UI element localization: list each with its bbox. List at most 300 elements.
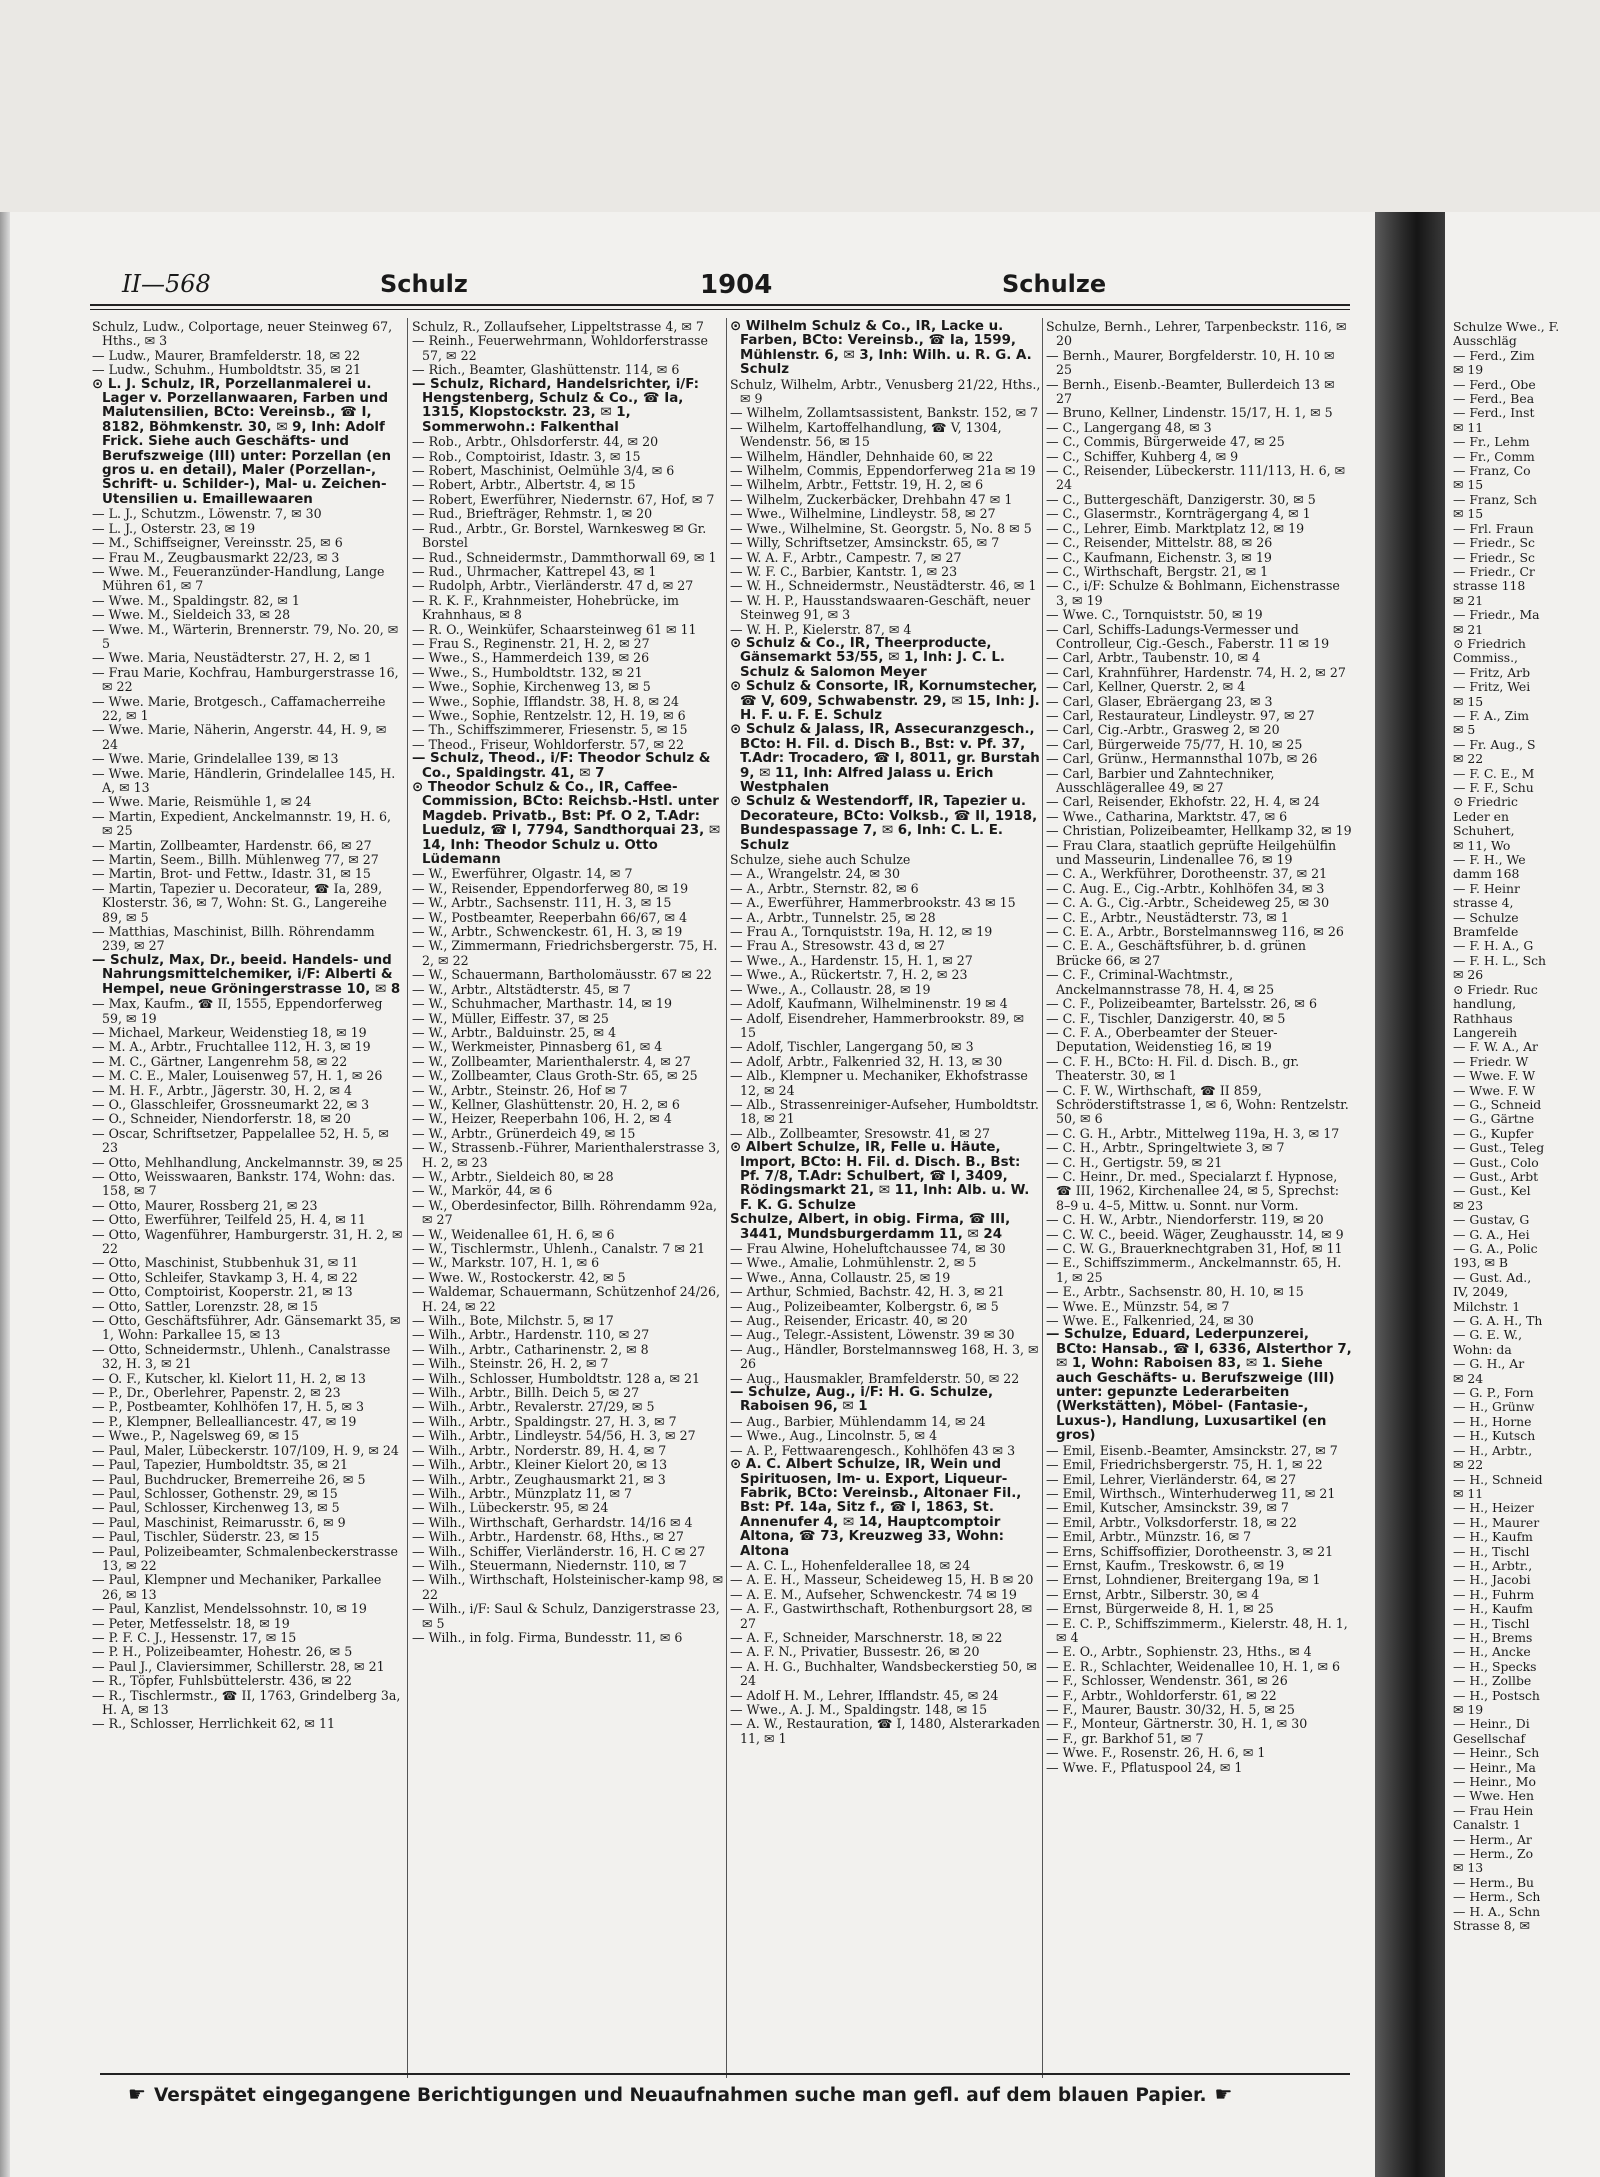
directory-entry: — Rud., Uhrmacher, Kattrepel 43, ✉ 1 xyxy=(412,564,657,579)
directory-entry: — C., Buttergeschäft, Danzigerstr. 30, ✉ 5 xyxy=(1046,492,1316,507)
directory-entry: — Wilh., Arbtr., Zeughausmarkt 21, ✉ 3 xyxy=(412,1472,666,1487)
directory-entry: — Carl, Krahnführer, Hardenstr. 74, H. 2, ✉ 27 xyxy=(1046,665,1346,680)
directory-entry: — C. E. A., Geschäftsführer, b. d. grünen Brücke 66, ✉ 27 xyxy=(1046,939,1306,968)
directory-entry: ⊙ Schulz & Jalass, IR, Assecuranzgesch., BCto: H. Fil. d. Disch B., Bst: v. Pf. 37, T.Adr: Trocadero, ☎ I, 8011, gr. Burstah 9, ✉ 11, Inh: Alfred Jalass u. Erich Westphalen xyxy=(730,723,1040,795)
directory-entry: — W., Werkmeister, Pinnasberg 61, ✉ 4 xyxy=(412,1040,663,1055)
directory-entry: — M. H. F., Arbtr., Jägerstr. 30, H. 2, ✉ 4 xyxy=(92,1083,353,1098)
right-page-entry: — Herm., Bu xyxy=(1453,1875,1535,1890)
directory-entry: — C., Langergang 48, ✉ 3 xyxy=(1046,420,1212,435)
right-page-entry: damm 168 xyxy=(1453,867,1520,882)
directory-entry: — Carl, Restaurateur, Lindleystr. 97, ✉ 27 xyxy=(1046,708,1315,723)
directory-entry: — Wwe., A., Rückertstr. 7, H. 2, ✉ 23 xyxy=(730,968,968,983)
directory-entry: — Carl, Cig.-Arbtr., Grasweg 2, ✉ 20 xyxy=(1046,723,1280,738)
directory-entry: — A. C. L., Hohenfelderallee 18, ✉ 24 xyxy=(730,1558,971,1573)
directory-entry: — Wwe. Marie, Reismühle 1, ✉ 24 xyxy=(92,795,312,810)
directory-entry: Schulze, Bernh., Lehrer, Tarpenbeckstr. 116, ✉ 20 xyxy=(1046,320,1347,349)
directory-entry: — C. F. A., Oberbeamter der Steuer-Deputation, Weidenstieg 16, ✉ 19 xyxy=(1046,1025,1278,1055)
right-page-entry: — H., Arbtr., xyxy=(1453,1443,1533,1458)
directory-entry: — Carl, Grünw., Hermannsthal 107b, ✉ 26 xyxy=(1046,752,1318,767)
right-page-entry: Langereih xyxy=(1453,1025,1518,1040)
directory-entry: — Theod., Friseur, Wohldorferstr. 57, ✉ 22 xyxy=(412,737,685,752)
directory-entry: — W. A. F., Arbtr., Campestr. 7, ✉ 27 xyxy=(730,550,962,565)
directory-entry: — Wwe. E., Münzstr. 54, ✉ 7 xyxy=(1046,1299,1230,1314)
right-page-entry: ✉ 21 xyxy=(1453,622,1484,637)
directory-entry: Schulz, R., Zollaufseher, Lippeltstrasse 4, ✉ 7 xyxy=(412,320,704,334)
directory-entry: — E., Arbtr., Sachsenstr. 80, H. 10, ✉ 15 xyxy=(1046,1285,1304,1300)
directory-entry: — Wilh., Arbtr., Spaldingstr. 27, H. 3, ✉ 7 xyxy=(412,1414,677,1429)
directory-entry: — Wilhelm, Händler, Dehnhaide 60, ✉ 22 xyxy=(730,449,994,464)
directory-entry: — O., Schneider, Niendorferstr. 18, ✉ 20 xyxy=(92,1112,351,1127)
directory-entry: ⊙ Wilhelm Schulz & Co., IR, Lacke u. Farben, BCto: Vereinsb., ☎ Ia, 1599, Mühlenstr. 6, ✉ 3, Inh: Wilh. u. R. G. A. Schulz xyxy=(730,320,1032,378)
right-page-entry: — G., Kupfer xyxy=(1453,1126,1534,1141)
directory-entry: — O., Glasschleifer, Grossneumarkt 22, ✉ 3 xyxy=(92,1097,370,1112)
directory-entry: — Martin, Zollbeamter, Hardenstr. 66, ✉ 27 xyxy=(92,838,372,853)
directory-entry: ⊙ L. J. Schulz, IR, Porzellanmalerei u. Lager v. Porzellanwaaren, Farben und Malutensilien, BCto: Vereinsb., ☎ I, 8182, Böhmkenstr. 30, ✉ 9, Inh: Adolf Frick. Siehe auch Geschäfts- und Berufszweige (III) unter: Porzellan (en gros u. en detail), Maler (Porzellan-, Schrift- u. Schilder-), Mal- u. Zeichen-Utensilien u. Emaillewaaren xyxy=(92,377,392,507)
directory-entry: — Matthias, Maschinist, Billh. Röhrendamm 239, ✉ 27 xyxy=(92,925,375,954)
directory-entry: — Wwe., A., Hardenstr. 15, H. 1, ✉ 27 xyxy=(730,953,973,968)
directory-entry: — Emil, Lehrer, Vierländerstr. 64, ✉ 27 xyxy=(1046,1472,1297,1487)
directory-entry: — W., Postbeamter, Reeperbahn 66/67, ✉ 4 xyxy=(412,910,688,925)
right-page-entry: IV, 2049, xyxy=(1453,1285,1509,1300)
right-page-entry: ✉ 22 xyxy=(1453,1458,1484,1473)
directory-entry: — Otto, Wagenführer, Hamburgerstr. 31, H. 2, ✉ 22 xyxy=(92,1227,403,1256)
directory-entry: — Otto, Schleifer, Stavkamp 3, H. 4, ✉ 22 xyxy=(92,1270,358,1285)
directory-entry: — W. H., Schneidermstr., Neustädterstr. 46, ✉ 1 xyxy=(730,579,1037,594)
right-page-entry: — F. H. L., Sch xyxy=(1453,953,1547,968)
directory-entry: — Otto, Sattler, Lorenzstr. 28, ✉ 15 xyxy=(92,1299,318,1314)
right-page-entry: — H., Schneid xyxy=(1453,1472,1543,1487)
directory-entry: — Oscar, Schriftsetzer, Pappelallee 52, H. 5, ✉ 23 xyxy=(92,1126,389,1156)
directory-entry: — Adolf H. M., Lehrer, Ifflandstr. 45, ✉ 24 xyxy=(730,1688,999,1703)
right-page-entry: — Gust. Ad., xyxy=(1453,1270,1532,1285)
directory-entry: — Adolf, Arbtr., Falkenried 32, H. 13, ✉ 30 xyxy=(730,1054,1003,1069)
directory-entry: — Paul, Tapezier, Humboldtstr. 35, ✉ 21 xyxy=(92,1458,348,1473)
directory-entry: — Wwe., Aug., Lincolnstr. 5, ✉ 4 xyxy=(730,1429,938,1444)
directory-entry: — F., Arbtr., Wohldorferstr. 61, ✉ 22 xyxy=(1046,1688,1277,1703)
directory-entry: — Carl, Reisender, Ekhofstr. 22, H. 4, ✉ 24 xyxy=(1046,795,1320,810)
right-page-entry: — Heinr., Sch xyxy=(1453,1746,1540,1761)
right-page-entry: — H. A., Schn xyxy=(1453,1904,1541,1919)
directory-entry: — W., Arbtr., Sieldeich 80, ✉ 28 xyxy=(412,1169,614,1184)
right-page-entry: — G. A. H., Th xyxy=(1453,1314,1543,1329)
directory-entry: — C., Wirthschaft, Bergstr. 21, ✉ 1 xyxy=(1046,564,1269,579)
directory-entry: — Wwe. F., Rosenstr. 26, H. 6, ✉ 1 xyxy=(1046,1746,1266,1761)
directory-entry: — W. F. C., Barbier, Kantstr. 1, ✉ 23 xyxy=(730,564,958,579)
directory-column-4 xyxy=(1046,320,1352,2080)
directory-entry: — Carl, Barbier und Zahntechniker, Ausschlägerallee 49, ✉ 27 xyxy=(1046,766,1275,795)
directory-entry: — Wwe. M., Wärterin, Brennerstr. 79, No. 20, ✉ 5 xyxy=(92,622,399,651)
right-page-entry: — F. F., Schu xyxy=(1453,781,1534,795)
directory-column-3 xyxy=(730,320,1042,2080)
right-page-entry: — Herm., Sch xyxy=(1453,1890,1541,1905)
directory-entry: — Otto, Geschäftsführer, Adr. Gänsemarkt 35, ✉ 1, Wohn: Parkallee 15, ✉ 13 xyxy=(92,1314,401,1343)
directory-entry: — C. E., Arbtr., Neustädterstr. 73, ✉ 1 xyxy=(1046,910,1289,925)
header-left-word: Schulz xyxy=(380,270,468,298)
directory-entry: — Wwe. M., Spaldingstr. 82, ✉ 1 xyxy=(92,593,300,608)
right-page-entry: — Heinr., Ma xyxy=(1453,1760,1536,1775)
directory-entry: — W., Arbtr., Balduinstr. 25, ✉ 4 xyxy=(412,1025,617,1040)
directory-entry: — Wilh., Wirthschaft, Holsteinischer-kamp 98, ✉ 22 xyxy=(412,1573,724,1602)
right-page-entry: — Gust., Arbt xyxy=(1453,1169,1539,1184)
right-page-entry: ✉ 23 xyxy=(1453,1198,1484,1213)
directory-entry: — A. F. N., Privatier, Bussestr. 26, ✉ 20 xyxy=(730,1645,980,1660)
directory-entry: — Wwe., S., Hammerdeich 139, ✉ 26 xyxy=(412,651,650,666)
directory-entry: — L. J., Osterstr. 23, ✉ 19 xyxy=(92,521,256,536)
directory-entry: — Otto, Comptoirist, Kooperstr. 21, ✉ 13 xyxy=(92,1285,353,1300)
right-page-entry: — H., Kaufm xyxy=(1453,1530,1533,1545)
directory-entry: — Frau S., Reginenstr. 21, H. 2, ✉ 27 xyxy=(412,636,650,651)
directory-entry: — Schulz, Max, Dr., beeid. Handels- und Nahrungsmittelchemiker, i/F: Alberti & Hempel, neue Gröningerstrasse 10, ✉ 8 xyxy=(92,953,401,997)
directory-entry: — Wilh., Schlosser, Humboldtstr. 128 a, ✉ 21 xyxy=(412,1371,701,1386)
right-page-entry: — G. A., Hei xyxy=(1453,1227,1530,1242)
right-page-entry: — H., Maurer xyxy=(1453,1515,1540,1530)
right-page-entry: — Frl. Fraun xyxy=(1453,521,1534,536)
directory-entry: — Martin, Tapezier u. Decorateur, ☎ Ia, 289, Klosterstr. 36, ✉ 7, Wohn: St. G., Langereihe 89, ✉ 5 xyxy=(92,881,387,925)
directory-entry: — W., Strassenb.-Führer, Marienthalerstrasse 3, H. 2, ✉ 23 xyxy=(412,1141,721,1170)
directory-entry: — Erns, Schiffsoffizier, Dorotheenstr. 3, ✉ 21 xyxy=(1046,1544,1334,1559)
directory-entry: — Paul, Tischler, Süderstr. 23, ✉ 15 xyxy=(92,1530,320,1545)
right-page-entry: Wohn: da xyxy=(1453,1342,1512,1357)
right-page-entry: ⊙ Friedric xyxy=(1453,795,1518,810)
right-page-entry: strasse 4, xyxy=(1453,896,1514,911)
right-page-entry: — H., Horne xyxy=(1453,1414,1532,1429)
right-page-entry: handlung, xyxy=(1453,997,1517,1012)
right-page-entry: Rathhaus xyxy=(1453,1011,1513,1026)
directory-entry: — Otto, Maurer, Rossberg 21, ✉ 23 xyxy=(92,1198,318,1213)
directory-entry: ⊙ Albert Schulze, IR, Felle u. Häute, Import, BCto: H. Fil. d. Disch. B., Bst: Pf. 7/8, T.Adr: Schulbert, ☎ I, 3409, Rödingsmarkt 21, ✉ 11, Inh: Alb. u. W. F. K. G. Schulze xyxy=(730,1141,1030,1213)
directory-entry: — Carl, Bürgerweide 75/77, H. 10, ✉ 25 xyxy=(1046,737,1303,752)
directory-entry: — C., Reisender, Mittelstr. 88, ✉ 26 xyxy=(1046,536,1273,551)
directory-entry: — Paul, Kanzlist, Mendelssohnstr. 10, ✉ 19 xyxy=(92,1602,367,1617)
directory-entry: — Schulz, Richard, Handelsrichter, i/F: Hengstenberg, Schulz & Co., ☎ Ia, 1315, Klopstockstr. 23, ✉ 1, Sommerwohn.: Falkenthal xyxy=(412,377,699,435)
directory-entry: — C. F. H., BCto: H. Fil. d. Disch. B., gr. Theaterstr. 30, ✉ 1 xyxy=(1046,1054,1300,1084)
directory-entry: — C., Kaufmann, Eichenstr. 3, ✉ 19 xyxy=(1046,550,1272,565)
directory-entry: — Peter, Metfesselstr. 18, ✉ 19 xyxy=(92,1616,290,1631)
right-page-entry: — Franz, Sch xyxy=(1453,492,1538,507)
directory-entry: — Alb., Strassenreiniger-Aufseher, Humboldtstr. 18, ✉ 21 xyxy=(730,1097,1039,1127)
directory-entry: Schulz, Wilhelm, Arbtr., Venusberg 21/22, Hths., ✉ 9 xyxy=(730,377,1041,407)
directory-entry: — W., Müller, Eiffestr. 37, ✉ 25 xyxy=(412,1011,609,1026)
directory-entry: — Th., Schiffszimmerer, Friesenstr. 5, ✉ 15 xyxy=(412,723,688,738)
directory-entry: — Otto, Weisswaaren, Bankstr. 174, Wohn: das. 158, ✉ 7 xyxy=(92,1169,396,1199)
directory-entry: — Rud., Arbtr., Gr. Borstel, Warnkesweg ✉ Gr. Borstel xyxy=(412,521,707,551)
directory-entry: — Wilh., Lübeckerstr. 95, ✉ 24 xyxy=(412,1501,609,1516)
directory-entry: — C. Aug. E., Cig.-Arbtr., Kohlhöfen 34, ✉ 3 xyxy=(1046,881,1325,896)
directory-entry: — C., Reisender, Lübeckerstr. 111/113, H. 6, ✉ 24 xyxy=(1046,464,1346,493)
right-page-entry: — Heinr., Mo xyxy=(1453,1775,1536,1790)
directory-entry: — A. E. H., Masseur, Scheideweg 15, H. B ✉ 20 xyxy=(730,1573,1034,1588)
directory-entry: — W., Arbtr., Sachsenstr. 111, H. 3, ✉ 15 xyxy=(412,896,672,911)
directory-entry: — A. F., Schneider, Marschnerstr. 18, ✉ 22 xyxy=(730,1630,1003,1645)
header-rule xyxy=(90,304,1350,306)
directory-entry: — Emil, Kutscher, Amsinckstr. 39, ✉ 7 xyxy=(1046,1501,1289,1516)
directory-entry: — Wwe., Wilhelmine, St. Georgstr. 5, No. 8 ✉ 5 xyxy=(730,521,1032,536)
directory-entry: — Wilh., Schiffer, Vierländerstr. 16, H. C ✉ 27 xyxy=(412,1544,706,1559)
right-page-entry: — Gustav, G xyxy=(1453,1213,1530,1228)
directory-entry: — C. A., Werkführer, Dorotheenstr. 37, ✉ 21 xyxy=(1046,867,1328,882)
directory-entry: — F., Monteur, Gärtnerstr. 30, H. 1, ✉ 30 xyxy=(1046,1717,1308,1732)
directory-entry: — Paul, Buchdrucker, Bremerreihe 26, ✉ 5 xyxy=(92,1472,366,1487)
right-page-entry: Canalstr. 1 xyxy=(1453,1818,1521,1833)
directory-entry: — Paul, Maschinist, Reimarusstr. 6, ✉ 9 xyxy=(92,1515,346,1530)
header-right-word: Schulze xyxy=(1002,270,1107,298)
directory-entry: — W., Zollbeamter, Claus Groth-Str. 65, ✉ 25 xyxy=(412,1069,698,1084)
directory-entry: — Otto, Schneidermstr., Uhlenh., Canalstrasse 32, H. 3, ✉ 21 xyxy=(92,1342,391,1372)
directory-entry: — Wilh., Arbtr., Lindleystr. 54/56, H. 3, ✉ 27 xyxy=(412,1429,696,1444)
right-page-entry: ✉ 15 xyxy=(1453,478,1484,493)
directory-entry: — C. H., Arbtr., Springeltwiete 3, ✉ 7 xyxy=(1046,1141,1285,1156)
directory-entry: — Robert, Maschinist, Oelmühle 3/4, ✉ 6 xyxy=(412,464,675,479)
directory-entry: — W., Zollbeamter, Marienthalerstr. 4, ✉ 27 xyxy=(412,1054,691,1069)
directory-entry: — Otto, Mehlhandlung, Anckelmannstr. 39, ✉ 25 xyxy=(92,1155,404,1170)
directory-entry: — W., Ewerführer, Olgastr. 14, ✉ 7 xyxy=(412,867,633,882)
right-page-entry: — Schulze xyxy=(1453,910,1519,925)
directory-entry: — A. H. G., Buchhalter, Wandsbeckerstieg 50, ✉ 24 xyxy=(730,1659,1037,1689)
directory-entry: — Aug., Telegr.-Assistent, Löwenstr. 39 ✉ 30 xyxy=(730,1328,1015,1343)
directory-entry: — W., Schauermann, Bartholomäusstr. 67 ✉ 22 xyxy=(412,968,712,983)
directory-entry: — Wwe. E., Falkenried, 24, ✉ 30 xyxy=(1046,1314,1254,1329)
directory-entry: — W., Heizer, Reeperbahn 106, H. 2, ✉ 4 xyxy=(412,1112,672,1127)
directory-entry: Schulz, Ludw., Colportage, neuer Steinweg 67, Hths., ✉ 3 xyxy=(92,320,393,349)
directory-entry: — W., Zimmermann, Friedrichsbergerstr. 75, H. 2, ✉ 22 xyxy=(412,939,718,968)
directory-entry: — Paul, Polizeibeamter, Schmalenbeckerstrasse 13, ✉ 22 xyxy=(92,1544,398,1573)
right-page-entry: — Herm., Zo xyxy=(1453,1847,1534,1862)
directory-entry: — C. A. G., Cig.-Arbtr., Scheideweg 25, ✉ 30 xyxy=(1046,896,1330,911)
directory-entry: — E. R., Schlachter, Weidenallee 10, H. 1, ✉ 6 xyxy=(1046,1659,1341,1674)
page-number: II—568 xyxy=(122,270,211,298)
directory-entry: — Aug., Hausmakler, Bramfelderstr. 50, ✉ 22 xyxy=(730,1371,1020,1386)
directory-entry: — C. F., Criminal-Wachtmstr., Anckelmannstrasse 78, H. 4, ✉ 25 xyxy=(1046,968,1275,997)
right-page-entry: — G. H., Ar xyxy=(1453,1357,1525,1372)
right-page-entry: ✉ 11 xyxy=(1453,1486,1484,1501)
directory-entry: — R., Töpfer, Fuhlsbüttelerstr. 436, ✉ 22 xyxy=(92,1674,352,1689)
directory-entry: — C. F. W., Wirthschaft, ☎ II 859, Schröderstiftstrasse 1, ✉ 6, Wohn: Rentzelstr. 50, ✉ 6 xyxy=(1046,1083,1349,1127)
directory-entry: — W., Schuhmacher, Marthastr. 14, ✉ 19 xyxy=(412,997,672,1012)
directory-entry: — Wwe., Catharina, Marktstr. 47, ✉ 6 xyxy=(1046,809,1288,824)
directory-entry: — W., Kellner, Glashüttenstr. 20, H. 2, ✉ 6 xyxy=(412,1097,680,1112)
pointing-hand-icon: ☛ xyxy=(128,2082,146,2106)
right-page-entry: — G., Gärtne xyxy=(1453,1112,1535,1127)
right-page-entry: — G., Schneid xyxy=(1453,1097,1542,1112)
directory-entry: — Martin, Seem., Billh. Mühlenweg 77, ✉ 27 xyxy=(92,853,379,868)
directory-entry: — Emil, Arbtr., Volksdorferstr. 18, ✉ 22 xyxy=(1046,1515,1297,1530)
directory-entry: — Emil, Eisenb.-Beamter, Amsinckstr. 27, ✉ 7 xyxy=(1046,1443,1338,1458)
directory-entry: — Waldemar, Schauermann, Schützenhof 24/26, H. 24, ✉ 22 xyxy=(412,1285,720,1314)
directory-entry: — Rud., Schneidermstr., Dammthorwall 69, ✉ 1 xyxy=(412,550,717,565)
directory-entry: — E. O., Arbtr., Sophienstr. 23, Hths., ✉ 4 xyxy=(1046,1645,1312,1660)
right-page-entry: ✉ 11, Wo xyxy=(1453,838,1511,853)
directory-entry: — Aug., Händler, Borstelmannsweg 168, H. 3, ✉ 26 xyxy=(730,1342,1039,1372)
right-page-entry: — H., Tischl xyxy=(1453,1616,1530,1631)
right-page-entry: ✉ 11 xyxy=(1453,420,1484,435)
directory-entry: — Adolf, Kaufmann, Wilhelminenstr. 19 ✉ 4 xyxy=(730,997,1008,1012)
right-page-entry: — G. E. W., xyxy=(1453,1328,1523,1343)
directory-entry: — Wilh., Steinstr. 26, H. 2, ✉ 7 xyxy=(412,1357,609,1372)
right-page-entry: ✉ 24 xyxy=(1453,1371,1484,1386)
directory-entry: — Wwe. M., Sieldeich 33, ✉ 28 xyxy=(92,608,291,623)
directory-entry: — Arthur, Schmied, Bachstr. 42, H. 3, ✉ 21 xyxy=(730,1285,1005,1300)
directory-entry: — Ernst, Kaufm., Treskowstr. 6, ✉ 19 xyxy=(1046,1558,1285,1573)
right-page-entry: Milchstr. 1 xyxy=(1453,1299,1521,1314)
right-page-entry: ⊙ Friedrich xyxy=(1453,636,1526,651)
directory-entry: — Wilh., in folg. Firma, Bundesstr. 11, ✉ 6 xyxy=(412,1630,683,1645)
right-page-entry: — F. C. E., M xyxy=(1453,766,1535,781)
right-page-entry: — Heinr., Di xyxy=(1453,1717,1530,1732)
directory-entry: — Frau Marie, Kochfrau, Hamburgerstrasse 16, ✉ 22 xyxy=(92,665,399,695)
directory-entry: — Bruno, Kellner, Lindenstr. 15/17, H. 1, ✉ 5 xyxy=(1046,406,1333,421)
directory-entry: — Wilh., Arbtr., Norderstr. 89, H. 4, ✉ 7 xyxy=(412,1443,667,1458)
directory-entry: — Frau Alwine, Hoheluftchaussee 74, ✉ 30 xyxy=(730,1242,1006,1256)
right-page-entry: — G. P., Forn xyxy=(1453,1386,1534,1401)
right-page-entry: — H., Specks xyxy=(1453,1659,1537,1674)
directory-entry: — Wwe. Marie, Brotgesch., Caffamacherreihe 22, ✉ 1 xyxy=(92,694,386,723)
directory-entry: — Ernst, Arbtr., Silberstr. 30, ✉ 4 xyxy=(1046,1587,1260,1602)
directory-entry: — A., Ewerführer, Hammerbrookstr. 43 ✉ 15 xyxy=(730,896,1016,911)
right-page-entry: — H., Tischl xyxy=(1453,1544,1530,1559)
directory-entry: — Rob., Arbtr., Ohlsdorferstr. 44, ✉ 20 xyxy=(412,435,659,450)
directory-entry: — E. C. P., Schiffszimmerm., Kielerstr. 48, H. 1, ✉ 4 xyxy=(1046,1616,1348,1645)
directory-entry: — Wilhelm, Zuckerbäcker, Drehbahn 47 ✉ 1 xyxy=(730,492,1013,507)
directory-entry: — W., Markör, 44, ✉ 6 xyxy=(412,1184,553,1199)
directory-entry: — C., Glasermstr., Kornträgergang 4, ✉ 1 xyxy=(1046,507,1311,522)
footer-rule xyxy=(100,2073,1350,2075)
directory-entry: — F., gr. Barkhof 51, ✉ 7 xyxy=(1046,1731,1204,1746)
directory-entry: ⊙ A. C. Albert Schulze, IR, Wein und Spirituosen, Im- u. Export, Liqueur-Fabrik, BCto: Vereinsb., Altonaer Fil., Bst: Pf. 14a, Sitz f., ☎ I, 1863, St. Annenufer 4, ✉ 14, Hauptcomptoir Altona, ☎ 73, Kreuzweg 33, Wohn: Altona xyxy=(730,1458,1022,1559)
right-page-entry: — Ferd., Obe xyxy=(1453,377,1536,392)
directory-entry: — W., Oberdesinfector, Billh. Röhrendamm 92a, ✉ 27 xyxy=(412,1198,717,1228)
directory-entry: — Paul, Maler, Lübeckerstr. 107/109, H. 9, ✉ 24 xyxy=(92,1443,399,1458)
directory-entry: — Carl, Glaser, Ebräergang 23, ✉ 3 xyxy=(1046,694,1273,709)
directory-entry: — F., Maurer, Baustr. 30/32, H. 5, ✉ 25 xyxy=(1046,1703,1295,1717)
directory-entry: — A., Arbtr., Tunnelstr. 25, ✉ 28 xyxy=(730,910,936,925)
directory-entry: — Willy, Schriftsetzer, Amsinckstr. 65, ✉ 7 xyxy=(730,536,1000,551)
directory-entry: — C. E. A., Arbtr., Borstelmannsweg 116, ✉ 26 xyxy=(1046,925,1344,940)
directory-entry: — P. H., Polizeibeamter, Hohestr. 26, ✉ 5 xyxy=(92,1645,353,1660)
right-page-entry: — Friedr., Ma xyxy=(1453,608,1540,623)
directory-entry: — C., Lehrer, Eimb. Marktplatz 12, ✉ 19 xyxy=(1046,521,1305,536)
right-page-entry: Bramfelde xyxy=(1453,925,1519,940)
header-year: 1904 xyxy=(700,270,773,300)
directory-entry: Schulze, Albert, in obig. Firma, ☎ III, 3441, Mundsburgerdamm 11, ✉ 24 xyxy=(730,1213,1011,1242)
directory-entry: — C. F., Polizeibeamter, Bartelsstr. 26, ✉ 6 xyxy=(1046,997,1317,1012)
right-page-entry: — Fr. Aug., S xyxy=(1453,737,1536,752)
directory-entry: — Emil, Wirthsch., Winterhuderweg 11, ✉ 21 xyxy=(1046,1486,1336,1501)
right-page-entry: — Wwe. F. W xyxy=(1453,1069,1536,1084)
directory-entry: — Schulze, Aug., i/F: H. G. Schulze, Raboisen 96, ✉ 1 xyxy=(730,1386,994,1415)
directory-entry: — Wwe. C., Tornquiststr. 50, ✉ 19 xyxy=(1046,608,1263,623)
directory-entry: — Wwe., Sophie, Ifflandstr. 38, H. 8, ✉ 24 xyxy=(412,694,680,709)
right-page-entry: — H., Fuhrm xyxy=(1453,1587,1535,1602)
right-page-entry: — H., Postsch xyxy=(1453,1688,1540,1703)
column-divider xyxy=(1042,318,1043,2078)
directory-entry: — Martin, Expedient, Anckelmannstr. 19, H. 6, ✉ 25 xyxy=(92,809,392,839)
footer-notice-text: Verspätet eingegangene Berichtigungen und Neuaufnahmen suche man gefl. auf dem blauen Papier. xyxy=(153,2085,1207,2106)
directory-entry: — Wilh., Arbtr., Hardenstr. 68, Hths., ✉ 27 xyxy=(412,1530,684,1545)
footer-notice xyxy=(120,2082,1350,2112)
right-page-entry: — Frau Hein xyxy=(1453,1803,1534,1818)
directory-entry: — Otto, Maschinist, Stubbenhuk 31, ✉ 11 xyxy=(92,1256,359,1271)
directory-entry: — Rudolph, Arbtr., Vierländerstr. 47 d, ✉ 27 xyxy=(412,579,694,594)
directory-entry: — Wwe. Marie, Näherin, Angerstr. 44, H. 9, ✉ 24 xyxy=(92,723,387,752)
directory-entry: — Aug., Reisender, Ericastr. 40, ✉ 20 xyxy=(730,1314,968,1329)
directory-entry: — M. A., Arbtr., Fruchtallee 112, H. 3, ✉ 19 xyxy=(92,1040,371,1055)
right-page-entry: ✉ 19 xyxy=(1453,363,1484,378)
directory-entry: — Wwe. Marie, Händlerin, Grindelallee 145, H. A, ✉ 13 xyxy=(92,766,396,795)
directory-entry: — W., Arbtr., Grünerdeich 49, ✉ 15 xyxy=(412,1126,636,1141)
right-page-entry: — Wwe. F. W xyxy=(1453,1083,1536,1098)
directory-entry: — Frau M., Zeugbausmarkt 22/23, ✉ 3 xyxy=(92,550,340,565)
directory-entry: — R. O., Weinküfer, Schaarsteinweg 61 ✉ 11 xyxy=(412,622,697,637)
directory-entry: — W., Markstr. 107, H. 1, ✉ 6 xyxy=(412,1256,600,1271)
directory-entry: — Ludw., Schuhm., Humboldtstr. 35, ✉ 21 xyxy=(92,363,361,378)
directory-entry: — C. H. W., Arbtr., Niendorferstr. 119, ✉ 20 xyxy=(1046,1213,1324,1228)
directory-entry: — A., Arbtr., Sternstr. 82, ✉ 6 xyxy=(730,881,919,896)
directory-entry: — Aug., Barbier, Mühlendamm 14, ✉ 24 xyxy=(730,1414,986,1429)
book-gutter xyxy=(1375,212,1445,2177)
directory-entry: — F., Schlosser, Wendenstr. 361, ✉ 26 xyxy=(1046,1674,1288,1689)
directory-entry: — Robert, Arbtr., Albertstr. 4, ✉ 15 xyxy=(412,478,636,493)
directory-entry: — P., Klempner, Bellealliancestr. 47, ✉ 19 xyxy=(92,1414,357,1429)
directory-entry: — Wwe., P., Nagelsweg 69, ✉ 15 xyxy=(92,1429,300,1444)
directory-entry: — A. E. M., Aufseher, Schwenckestr. 74 ✉ 19 xyxy=(730,1587,1017,1602)
directory-entry: — Wilhelm, Zollamtsassistent, Bankstr. 152, ✉ 7 xyxy=(730,406,1039,421)
directory-entry: — C. G. H., Arbtr., Mittelweg 119a, H. 3, ✉ 17 xyxy=(1046,1126,1340,1141)
right-page-entry: — H., Jacobi xyxy=(1453,1573,1531,1588)
column-divider xyxy=(726,318,727,2078)
right-page-entry: ✉ 22 xyxy=(1453,752,1484,767)
directory-column-2 xyxy=(412,320,724,2080)
right-page-entry: — Fr., Comm xyxy=(1453,449,1535,464)
page-edge-shadow xyxy=(0,212,10,2177)
directory-entry: — R., Schlosser, Herrlichkeit 62, ✉ 11 xyxy=(92,1717,335,1732)
directory-entry: — Wwe., Sophie, Rentzelstr. 12, H. 19, ✉ 6 xyxy=(412,708,686,723)
directory-entry: — Paul, Klempner und Mechaniker, Parkallee 26, ✉ 13 xyxy=(92,1573,382,1602)
directory-entry: — Wwe. Maria, Neustädterstr. 27, H. 2, ✉ 1 xyxy=(92,651,372,666)
right-page-entry: — F. Heinr xyxy=(1453,881,1520,896)
directory-entry: — Wwe., S., Humboldtstr. 132, ✉ 21 xyxy=(412,665,643,680)
right-page-entry: — G. A., Polic xyxy=(1453,1242,1538,1256)
right-page-entry: ⊙ Friedr. Ruc xyxy=(1453,982,1538,997)
header-rule-thin xyxy=(90,309,1350,310)
right-page-entry: — Fritz, Arb xyxy=(1453,665,1530,680)
right-page-entry: — F. H., We xyxy=(1453,853,1526,868)
directory-entry: — Wwe., A. J. M., Spaldingstr. 148, ✉ 15 xyxy=(730,1703,988,1717)
directory-entry: — Wwe. W., Rostockerstr. 42, ✉ 5 xyxy=(412,1270,626,1285)
right-page-entry: ✉ 19 xyxy=(1453,1703,1484,1717)
directory-entry: — Ludw., Maurer, Bramfelderstr. 18, ✉ 22 xyxy=(92,348,361,363)
right-page-entry: ✉ 13 xyxy=(1453,1861,1484,1876)
directory-entry: — Paul, Schlosser, Kirchenweg 13, ✉ 5 xyxy=(92,1501,340,1516)
right-page-entry: — Friedr., Sc xyxy=(1453,536,1535,551)
directory-entry: — Wilh., Arbtr., Münzplatz 11, ✉ 7 xyxy=(412,1486,633,1501)
directory-entry: — Wilh., i/F: Saul & Schulz, Danzigerstrasse 23, ✉ 5 xyxy=(412,1602,720,1631)
directory-entry: — L. J., Schutzm., Löwenstr. 7, ✉ 30 xyxy=(92,507,322,522)
directory-entry: — Adolf, Eisendreher, Hammerbrookstr. 89, ✉ 15 xyxy=(730,1011,1025,1040)
right-page-entry: — Herm., Ar xyxy=(1453,1832,1532,1847)
directory-entry: — Christian, Polizeibeamter, Hellkamp 32, ✉ 19 xyxy=(1046,824,1352,839)
right-page-entry: — Gust., Colo xyxy=(1453,1155,1539,1170)
directory-entry: — M. C. E., Maler, Louisenweg 57, H. 1, ✉ 26 xyxy=(92,1069,383,1084)
right-page-entry: — Fritz, Wei xyxy=(1453,680,1531,695)
directory-entry: — Ernst, Bürgerweide 8, H. 1, ✉ 25 xyxy=(1046,1602,1274,1617)
right-page-entry: — Gust., Kel xyxy=(1453,1184,1531,1199)
directory-entry: — C. Heinr., Dr. med., Specialarzt f. Hypnose, ☎ III, 1962, Kirchenallee 24, ✉ 5, Sprechst: 8–9 u. 4–5, Mittw. u. Sonnt. nur Vorm. xyxy=(1046,1169,1340,1213)
directory-entry: — Rob., Comptoirist, Idastr. 3, ✉ 15 xyxy=(412,449,641,464)
directory-entry: — Martin, Brot- und Fettw., Idastr. 31, ✉ 15 xyxy=(92,867,371,882)
directory-entry: — Carl, Arbtr., Taubenstr. 10, ✉ 4 xyxy=(1046,651,1261,666)
directory-entry: — Rich., Beamter, Glashüttenstr. 114, ✉ 6 xyxy=(412,363,680,378)
directory-entry: — W. H. P., Hausstandswaaren-Geschäft, neuer Steinweg 91, ✉ 3 xyxy=(730,593,1031,623)
